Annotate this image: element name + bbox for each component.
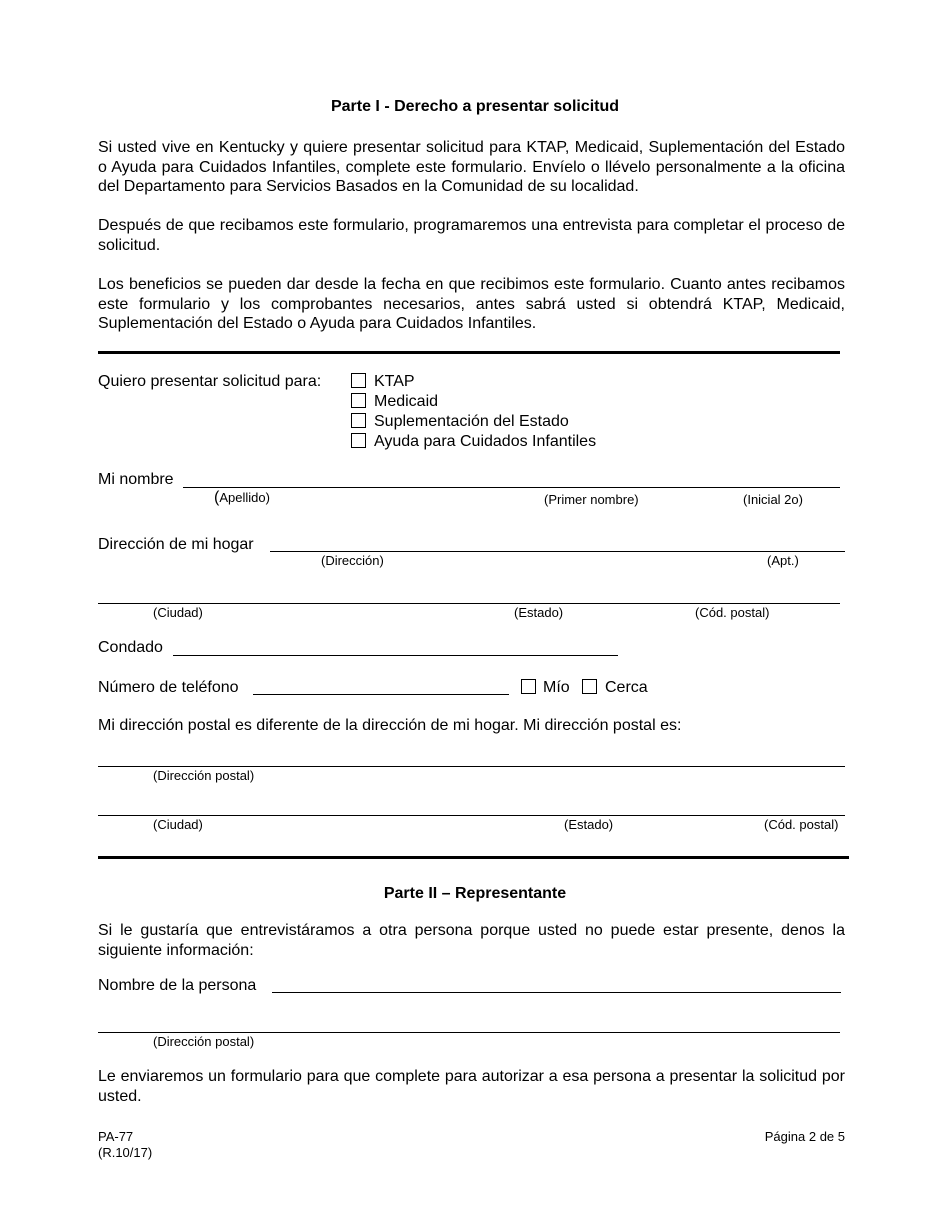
caption-state: (Estado) — [514, 605, 564, 620]
county-label: Condado — [98, 639, 163, 656]
divider-bottom — [98, 856, 849, 859]
child-care-assistance-label: Ayuda para Cuidados Infantiles — [374, 433, 597, 450]
home-city-state-zip-field[interactable] — [98, 603, 840, 604]
home-address-field[interactable] — [270, 551, 845, 552]
phone-mine-label: Mío — [543, 679, 570, 696]
part1-paragraph-1: Si usted vive en Kentucky y quiere presentar solicitud para KTAP, Medicaid, Suplementación del Estado o Ayuda para Cuidados Infantiles, complete este formulario. Envíelo o llévelo personalmente a la oficina del Departamento para Servicios Basados en la Comunidad de su localidad. — [98, 139, 845, 195]
county-field[interactable] — [173, 655, 618, 656]
caption-person-address: (Dirección postal) — [153, 1034, 255, 1049]
caption-first-name: (Primer nombre) — [544, 492, 639, 507]
name-field[interactable] — [183, 487, 840, 488]
medicaid-label: Medicaid — [374, 393, 439, 410]
ktap-checkbox[interactable] — [351, 373, 366, 388]
caption-zip: (Cód. postal) — [695, 605, 770, 620]
child-care-assistance-checkbox[interactable] — [351, 433, 366, 448]
caption-open-paren: ( — [214, 489, 220, 506]
phone-mine-checkbox[interactable] — [521, 679, 536, 694]
part1-title: Parte I - Derecho a presentar solicitud — [330, 98, 620, 115]
person-address-field[interactable] — [98, 1032, 840, 1033]
caption-street: (Dirección) — [321, 553, 384, 568]
state-supplementation-checkbox[interactable] — [351, 413, 366, 428]
form-id: PA-77 — [98, 1129, 134, 1144]
phone-near-label: Cerca — [605, 679, 648, 696]
ktap-label: KTAP — [374, 373, 415, 390]
phone-field[interactable] — [253, 694, 509, 695]
phone-near-checkbox[interactable] — [582, 679, 597, 694]
state-supplementation-label: Suplementación del Estado — [374, 413, 569, 430]
part1-paragraph-2: Después de que recibamos este formulario, programaremos una entrevista para completar el proceso de solicitud. — [98, 217, 845, 254]
caption-last-name — [214, 489, 270, 507]
caption-mailing-zip: (Cód. postal) — [764, 817, 839, 832]
caption-middle-initial: (Inicial 2o) — [743, 492, 803, 507]
name-label: Mi nombre — [98, 471, 174, 488]
mailing-intro: Mi dirección postal es diferente de la dirección de mi hogar. Mi dirección postal es: — [98, 717, 682, 734]
medicaid-checkbox[interactable] — [351, 393, 366, 408]
caption-mailing-city: (Ciudad) — [153, 817, 203, 832]
caption-city: (Ciudad) — [153, 605, 203, 620]
caption-mailing-address: (Dirección postal) — [153, 768, 255, 783]
caption-last-name-text: Apellido) — [219, 490, 270, 505]
person-name-label: Nombre de la persona — [98, 977, 257, 994]
part1-paragraph-3: Los beneficios se pueden dar desde la fecha en que recibimos este formulario. Cuanto antes recibamos este formulario y los comprobantes necesarios, antes sabrá usted si obtendrá KTAP, Medicaid, Suplementación del Estado o Ayuda para Cuidados Infantiles. — [98, 276, 845, 332]
page-number: Página 2 de 5 — [764, 1129, 845, 1144]
mailing-address-field[interactable] — [98, 766, 845, 767]
mailing-city-state-zip-field[interactable] — [98, 815, 845, 816]
form-revision: (R.10/17) — [98, 1145, 153, 1160]
divider-top — [98, 351, 840, 354]
phone-label: Número de teléfono — [98, 679, 239, 696]
part2-closing: Le enviaremos un formulario para que complete para autorizar a esa persona a presentar la solicitud por usted. — [98, 1068, 845, 1105]
caption-mailing-state: (Estado) — [564, 817, 614, 832]
person-name-field[interactable] — [272, 992, 841, 993]
caption-apt: (Apt.) — [767, 553, 799, 568]
part2-title: Parte II – Representante — [383, 885, 567, 902]
part2-paragraph: Si le gustaría que entrevistáramos a otra persona porque usted no puede estar presente, denos la siguiente información: — [98, 922, 845, 959]
apply-for-label: Quiero presentar solicitud para: — [98, 373, 322, 390]
home-address-label: Dirección de mi hogar — [98, 536, 254, 553]
